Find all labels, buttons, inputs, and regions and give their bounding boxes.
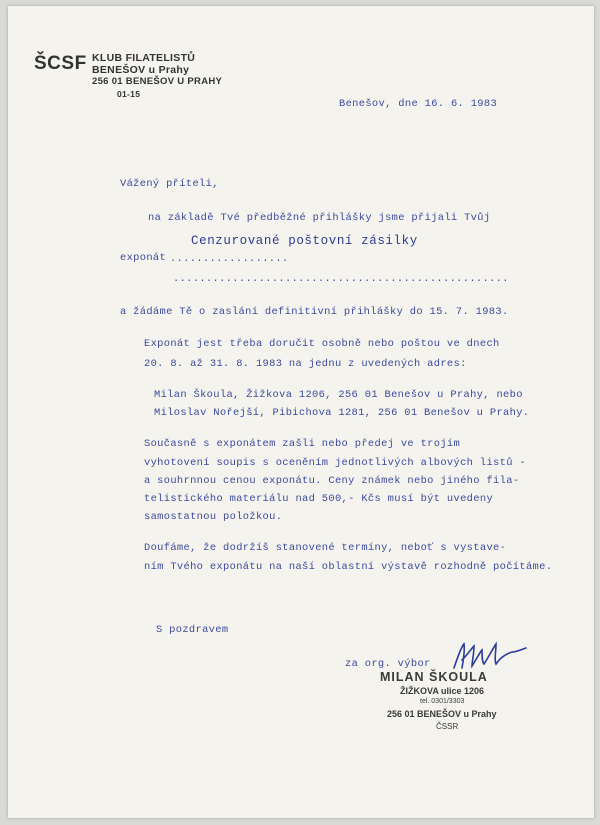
stamp-street: ŽIŽKOVA ulice 1206 <box>400 686 485 696</box>
letterhead-block <box>92 52 222 100</box>
salutation: Vážený příteli, <box>120 178 219 190</box>
signature-prefix: za org. výbor <box>345 658 431 670</box>
body-line: a souhrnnou cenou exponátu. Ceny známek nebo jiného fila- <box>144 475 520 487</box>
address-line-1: Milan Škoula, Žižkova 1206, 256 01 Benešov u Prahy, nebo <box>154 389 523 401</box>
exponat-label: exponát <box>120 252 167 264</box>
stamp-country: ČSSR <box>436 722 459 731</box>
body-line: a žádáme Tě o zaslání definitivní přihlášky do 15. 7. 1983. <box>120 306 509 318</box>
club-logo: ŠCSF <box>34 53 87 74</box>
letter-page <box>8 6 594 818</box>
body-line: na základě Tvé předběžné přihlášky jsme přijali Tvůj <box>148 212 491 224</box>
body-line: Doufáme, že dodržíš stanovené termíny, neboť s vystave- <box>144 542 507 554</box>
body-line: Současně s exponátem zašli nebo předej ve trojím <box>144 438 461 450</box>
stamp-name: MILAN ŠKOULA <box>380 670 488 684</box>
body-line: Exponát jest třeba doručit osobně nebo poštou ve dnech <box>144 338 500 350</box>
body-line: 20. 8. až 31. 8. 1983 na jednu z uvedených adres: <box>144 358 467 370</box>
closing: S pozdravem <box>156 624 229 636</box>
address-line-2: Miloslav Nořejší, Pibichova 1281, 256 01 Benešov u Prahy. <box>154 407 530 419</box>
body-line: vyhotovení soupis s oceněním jednotlivých albových listů - <box>144 457 526 469</box>
body-line: ním Tvého exponátu na naší oblastní výstavě rozhodně počítáme. <box>144 561 553 573</box>
dotted-line: ................................................... <box>173 273 509 285</box>
letterhead-line-2: BENEŠOV u Prahy <box>92 64 190 76</box>
letterhead-line-1: KLUB FILATELISTŮ <box>92 52 196 64</box>
body-line: samostatnou položkou. <box>144 511 283 523</box>
exponat-title: Cenzurované poštovní zásilky <box>191 234 418 248</box>
letterhead-line-3: 256 01 BENEŠOV U PRAHY <box>92 76 223 87</box>
date-line: Benešov, dne 16. 6. 1983 <box>339 98 498 110</box>
exponat-dots: .................. <box>170 253 289 265</box>
handwritten-signature <box>450 638 530 674</box>
stamp-phone: tel. 0301/3303 <box>420 698 465 705</box>
body-line: telistického materiálu nad 500,- Kčs musí být uvedeny <box>144 493 494 505</box>
letterhead-line-4: 01-15 <box>117 89 141 99</box>
stamp-city: 256 01 BENEŠOV u Prahy <box>387 709 497 719</box>
